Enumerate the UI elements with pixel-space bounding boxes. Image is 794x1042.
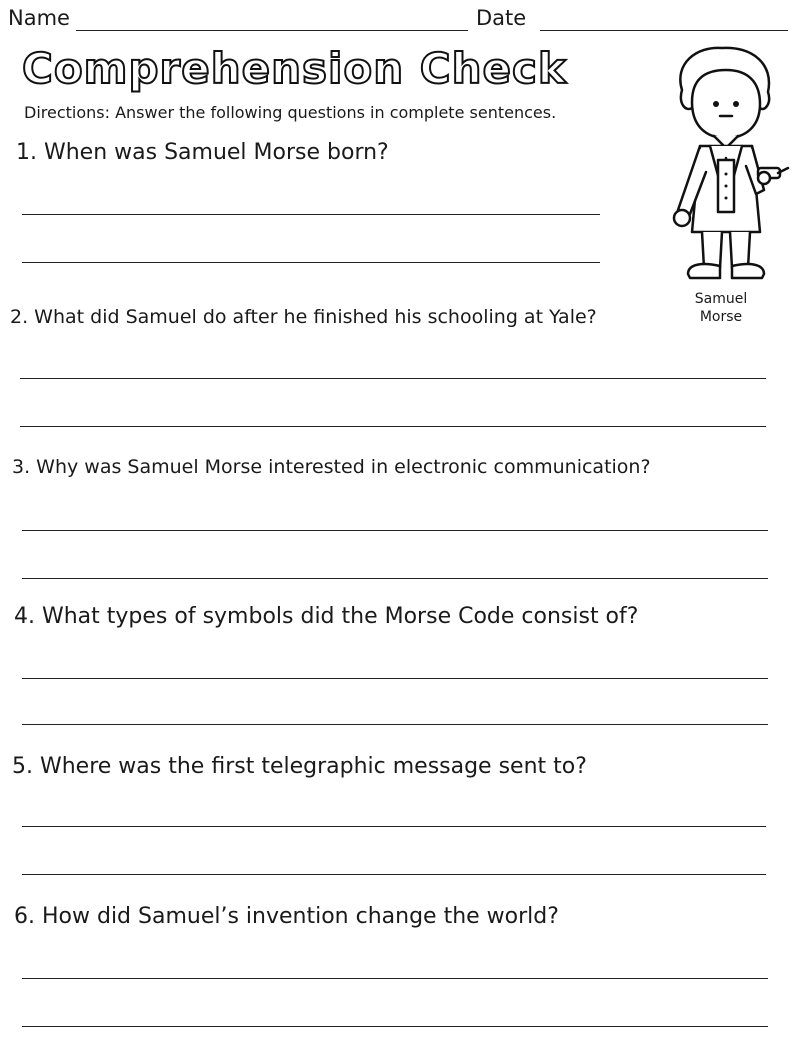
page-title: Comprehension Check: [22, 44, 567, 93]
answer-line[interactable]: [22, 262, 600, 263]
answer-line[interactable]: [20, 426, 766, 427]
figure-caption: [676, 290, 766, 326]
answer-line[interactable]: [22, 214, 600, 215]
directions-text: Directions: Answer the following questions in complete sentences.: [24, 103, 557, 122]
caption-line-1: Samuel: [694, 291, 748, 307]
question-1: 1. When was Samuel Morse born?: [16, 140, 389, 165]
caption-line-2: Morse: [699, 309, 743, 325]
question-4: 4. What types of symbols did the Morse Code consist of?: [14, 604, 639, 629]
question-5: 5. Where was the first telegraphic message sent to?: [12, 754, 587, 779]
answer-line[interactable]: [22, 724, 768, 725]
answer-line[interactable]: [22, 978, 768, 979]
answer-line[interactable]: [22, 874, 766, 875]
answer-line[interactable]: [22, 678, 768, 679]
question-6: 6. How did Samuel’s invention change the world?: [14, 904, 559, 929]
date-label: Date: [476, 6, 527, 30]
answer-line[interactable]: [22, 578, 768, 579]
answer-line[interactable]: [22, 1026, 768, 1027]
question-2: 2. What did Samuel do after he finished his schooling at Yale?: [10, 306, 597, 328]
answer-line[interactable]: [22, 826, 766, 827]
samuel-morse-icon: [660, 42, 790, 290]
name-label: Name: [8, 6, 70, 30]
name-field[interactable]: [76, 30, 468, 31]
answer-line[interactable]: [20, 378, 766, 379]
date-field[interactable]: [540, 30, 788, 31]
answer-line[interactable]: [22, 530, 768, 531]
question-3: 3. Why was Samuel Morse interested in electronic communication?: [12, 456, 651, 478]
